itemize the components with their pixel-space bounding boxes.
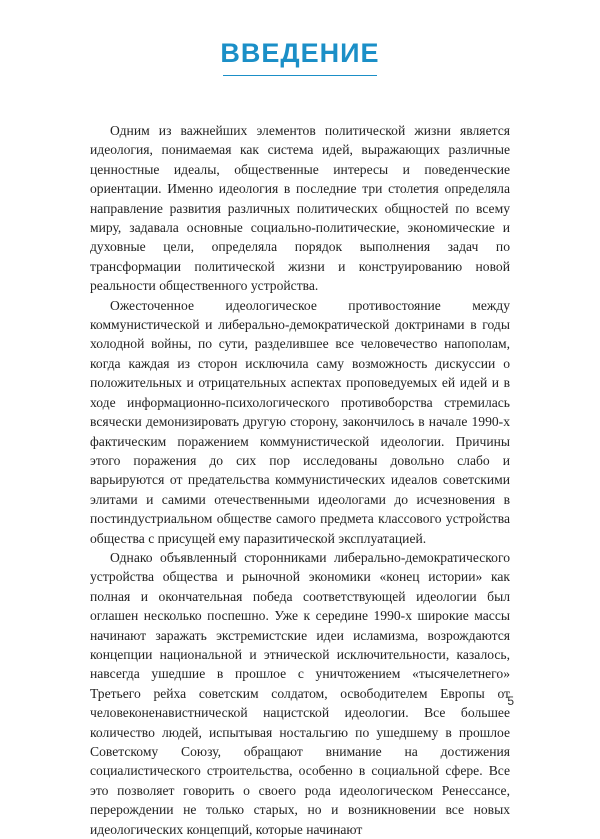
title-underline xyxy=(223,75,377,76)
page-title: ВВЕДЕНИЕ xyxy=(220,38,380,68)
paragraph-2: Ожесточенное идеологическое противостояние между коммунистической и либерально-демократической доктринами в годы холодной войны, по сути, разделившее все человечество напополам, когда каждая из сторон исключила саму возможность дискуссии о положительных и отрицательных аспектах проповедуемых ей идей и в ходе информационно-психологического противоборства стремилась всячески демонизировать другую сторону, закончилось в начале 1990-х фактическим поражением коммунистической идеологии. Причины этого поражения до сих пор исследованы довольно слабо и варьируются от предательства коммунистических идеалов советскими элитами и самими отечественными идеологами до исчезновения в постиндустриальном обществе самого предмета классового устройства общества с присущей ему паразитической эксплуатацией. xyxy=(90,297,510,546)
paragraph-1: Одним из важнейших элементов политической жизни является идеология, понимаемая как система идей, выражающих различные ценностные идеалы, общественные интересы и поведенческие ориентации. Именно идеология в последние три столетия определяла направление развития различных политических общностей по всему миру, задавала основные социально-политические, экономические и духовные цели, определяла порядок выполнения задач по трансформации политической жизни и конструированию новой реальности общественного устройства. xyxy=(90,123,510,294)
paragraph-3: Однако объявленный сторонниками либерально-демократического устройства общества и рыночной экономики «конец истории» как полная и окончательная победа соответствующей идеологии был оглашен несколько поспешно. Уже к середине 1990-х широкие массы начинают заражать экстремистские идеи исламизма, возрождаются концепции национальной и этнической исключительности, казалось, навсегда ушедшие в прошлое с уничтожением «тысячелетнего» Третьего рейха советским солдатом, освободителем Европы от человеконенавистнической нацистской идеологии. Все большее количество людей, испытывая ностальгию по ушедшему в прошлое Советскому Союзу, обращают внимание на достижения социалистического строительства, особенно в социальной сфере. Все это позволяет говорить о своего рода идеологическом Ренессансе, перерождении не только старых, но и возникновении все новых идеологических концепций, которые начинают xyxy=(90,549,510,837)
page-number: 5 xyxy=(507,694,514,708)
body-text xyxy=(90,121,510,839)
